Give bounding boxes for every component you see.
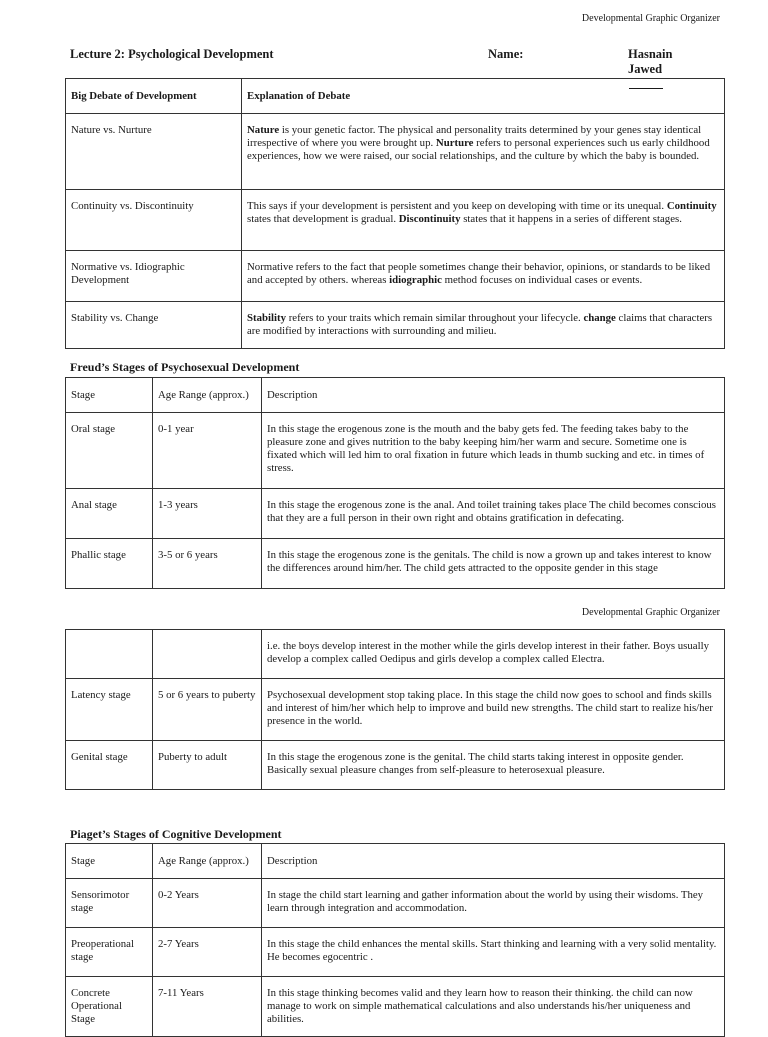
description-cell: In stage the child start learning and gather information about the world by using their wisdoms. They learn through integration and accommodation.	[262, 879, 725, 928]
age-cell: 0-1 year	[153, 413, 262, 489]
text-run: refers to your traits which remain similar throughout your lifecycle.	[286, 312, 584, 324]
age-cell: 0-2 Years	[153, 879, 262, 928]
name-label: Name:	[488, 47, 524, 61]
text-run: claims that characters are modified by interactions with surrounding and milieu.	[247, 312, 713, 337]
table-row	[66, 190, 725, 251]
freud-section-title: Freud’s Stages of Psychosexual Development	[70, 360, 300, 374]
bold-term: Nurture	[435, 137, 474, 149]
table-row	[66, 302, 725, 349]
table-header-row	[66, 79, 725, 114]
description-cell: i.e. the boys develop interest in the mother while the girls develop interest in their father. Boys usually develop a complex called Oedipus and girls develop a complex called Electra.	[262, 630, 725, 679]
description-cell: In this stage the erogenous zone is the mouth and the baby gets fed. The feeding takes baby to the pleasure zone and gives nutrition to the baby keeping him/her warm and secure. Sometime one is fixated which will led him to oral fixation in future which leads in thumb sucking and etc. in times of stress.	[262, 413, 725, 489]
debate-explanation	[242, 190, 725, 251]
bold-term: Discontinuity	[398, 213, 461, 225]
table-row	[66, 977, 725, 1037]
stage-cell: Sensorimotor stage	[66, 879, 153, 928]
debate-table	[65, 78, 725, 349]
text-run: method focuses on individual cases or events.	[441, 274, 643, 286]
age-cell: 7-11 Years	[153, 977, 262, 1037]
table-row	[66, 413, 725, 489]
table-row	[66, 630, 725, 679]
description-cell: In this stage the erogenous zone is the genital. The child starts taking interest in opposite gender. Basically sexual pleasure changes from self-pleasure to heterosexual pleasure.	[262, 741, 725, 790]
debate-explanation	[242, 251, 725, 302]
table-header-row	[66, 378, 725, 413]
header-cell: Description	[262, 378, 725, 413]
freud-table-page2	[65, 629, 725, 790]
description-cell: In this stage the erogenous zone is the anal. And toilet training takes place The child becomes conscious that they are a full person in their own right and obtains gratification in defecating.	[262, 489, 725, 539]
age-cell: 3-5 or 6 years	[153, 539, 262, 589]
title-line	[70, 47, 673, 76]
debate-topic: Normative vs. Idiographic Development	[66, 251, 242, 302]
piaget-table	[65, 843, 725, 1037]
table-header-row	[66, 844, 725, 879]
stage-cell: Genital stage	[66, 741, 153, 790]
text-run: This says if your development is persistent and you keep on developing with time or its unequal.	[247, 200, 667, 212]
bold-term: Stability	[247, 312, 286, 324]
table-row	[66, 539, 725, 589]
name-value: Hasnain Jawed	[628, 47, 673, 76]
table-row	[66, 489, 725, 539]
age-cell: 5 or 6 years to puberty	[153, 679, 262, 741]
stage-cell: Phallic stage	[66, 539, 153, 589]
text-run: Normative refers to the fact that people sometimes change their behavior, opinions, or standards to be liked and accepted by others. whereas	[247, 261, 711, 286]
bold-term: change	[583, 312, 616, 324]
freud-table-page1	[65, 377, 725, 589]
description-cell: In this stage thinking becomes valid and they learn how to reason their thinking. the child can now manage to work on simple mathematical calculations and also understands his/her uniqueness and abilities.	[262, 977, 725, 1037]
debate-explanation	[242, 302, 725, 349]
age-cell: 2-7 Years	[153, 928, 262, 977]
stage-cell: Preoperational stage	[66, 928, 153, 977]
piaget-section-title: Piaget’s Stages of Cognitive Development	[70, 827, 282, 841]
stage-cell: Anal stage	[66, 489, 153, 539]
bold-term: idiographic	[389, 274, 442, 286]
stage-cell: Latency stage	[66, 679, 153, 741]
age-cell: Puberty to adult	[153, 741, 262, 790]
header-cell: Stage	[66, 844, 153, 879]
header-cell: Explanation of Debate	[242, 79, 725, 114]
stage-cell: Concrete Operational Stage	[66, 977, 153, 1037]
header-cell: Age Range (approx.)	[153, 844, 262, 879]
table-row	[66, 679, 725, 741]
text-run: states that development is gradual.	[247, 213, 399, 225]
header-cell: Big Debate of Development	[66, 79, 242, 114]
description-cell: In this stage the child enhances the mental skills. Start thinking and learning with a very solid mentality. He becomes egocentric .	[262, 928, 725, 977]
text-run: is your genetic factor. The physical and personality traits determined by your genes stay identical irrespective of where you were brought up.	[247, 124, 702, 149]
age-cell	[153, 630, 262, 679]
description-cell: In this stage the erogenous zone is the genitals. The child is now a grown up and takes interest to know the differences around him/her. The child gets attracted to the opposite gender in this stage	[262, 539, 725, 589]
debate-topic: Nature vs. Nurture	[66, 114, 242, 190]
table-row	[66, 251, 725, 302]
description-cell: Psychosexual development stop taking place. In this stage the child now goes to school and finds skills and interest of him/her which help to improve and build new strengths. The child start to realize his/her presence in the world.	[262, 679, 725, 741]
debate-topic: Continuity vs. Discontinuity	[66, 190, 242, 251]
header-cell: Stage	[66, 378, 153, 413]
text-run: refers to personal experiences such us early childhood experiences, how we were raised, our social relationships, and the culture by which the baby is bounded.	[247, 137, 710, 162]
table-row	[66, 928, 725, 977]
debate-topic: Stability vs. Change	[66, 302, 242, 349]
header-cell: Age Range (approx.)	[153, 378, 262, 413]
page-header: Developmental Graphic Organizer	[581, 13, 720, 24]
text-run: states that it happens in a series of different stages.	[460, 213, 682, 225]
lecture-title: Lecture 2: Psychological Development	[70, 47, 274, 61]
table-row	[66, 114, 725, 190]
page-header: Developmental Graphic Organizer	[581, 607, 720, 618]
age-cell: 1-3 years	[153, 489, 262, 539]
table-row	[66, 879, 725, 928]
bold-term: Continuity	[666, 200, 717, 212]
table-row	[66, 741, 725, 790]
bold-term: Nature	[247, 124, 280, 136]
header-cell: Description	[262, 844, 725, 879]
debate-explanation	[242, 114, 725, 190]
stage-cell: Oral stage	[66, 413, 153, 489]
stage-cell	[66, 630, 153, 679]
